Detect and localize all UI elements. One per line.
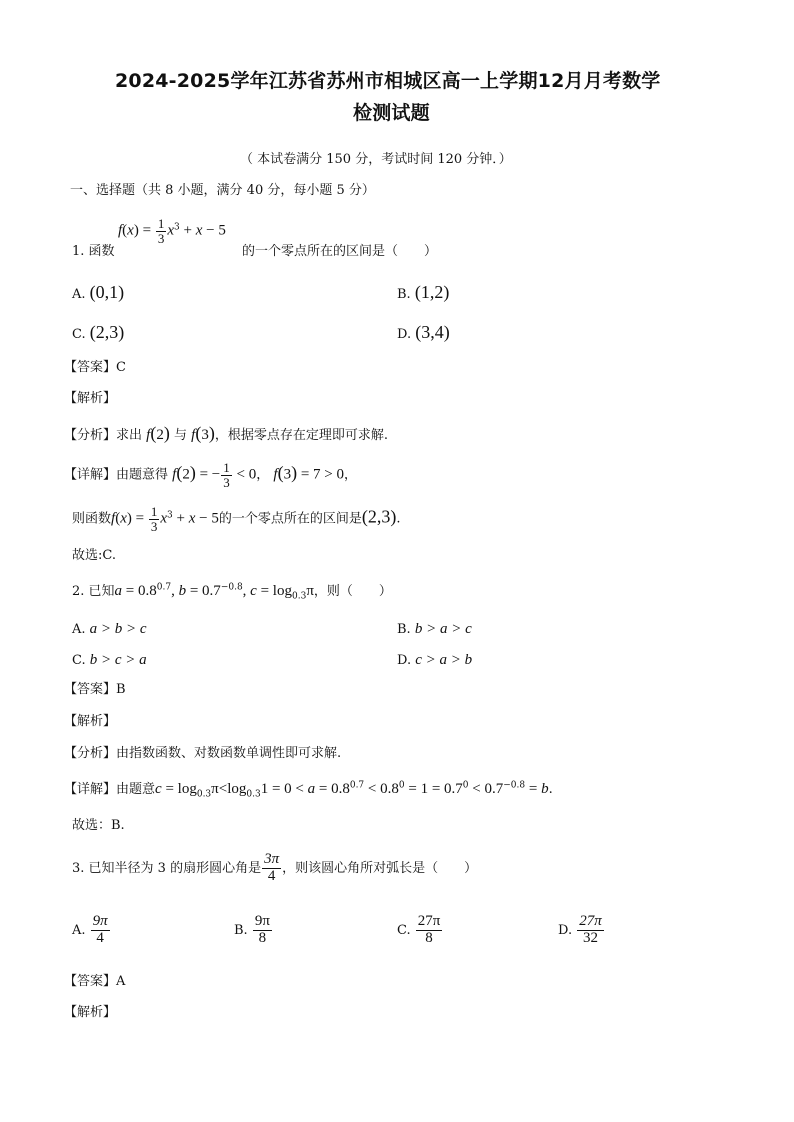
q3-stem: 3. 已知半径为 3 的扇形圆心角是 $\frac{3\pi}{4}$ ，则该圆心角所对弧长是（ ） <box>72 851 478 884</box>
q1-detail: 【详解】由题意得 f(2) = − $\frac{1}{3}$ < 0， f(3) = 7 > 0， <box>64 460 357 490</box>
q1-option-b: B. (1,2) <box>397 282 450 302</box>
section-heading: 一、选择题（共 8 小题，满分 40 分，每小题 5 分） <box>70 183 375 198</box>
q2-option-d: D. c > a > b <box>397 652 473 668</box>
exam-note: （ 本试卷满分 150 分，考试时间 120 分钟．） <box>240 152 512 167</box>
q1-fenxi: 【分析】求出 f(2) 与 f(3)，根据零点存在定理即可求解. <box>64 423 388 443</box>
q2-option-b: B. b > a > c <box>397 621 472 637</box>
q3-option-c: C. $\frac{27\pi}{8}$ <box>397 913 441 946</box>
q2-option-a: A. a > b > c <box>72 621 147 637</box>
q2-fenxi: 【分析】由指数函数、对数函数单调性即可求解. <box>64 746 342 761</box>
q1-function-formula: f(x) = $\frac{1}{3}$ $x^3 + x - 5$ <box>118 216 226 246</box>
q2-detail: 【详解】由题意$c = \log_{0.3}\pi<\log_{0.3}1 = 0 < a = 0.8^{0.7} < 0.8^0 = 1 = 0.7^0 < 0.7^{-0.8} = b$. <box>64 780 553 800</box>
page-title-line-2: 检测试题 <box>353 102 430 124</box>
page-title-line-1: 2024-2025学年江苏省苏州市相城区高一上学期12月月考数学 <box>115 70 661 92</box>
q3-option-d: D. $\frac{27\pi}{32}$ <box>558 913 602 946</box>
q1-stem: 的一个零点所在的区间是（ ） <box>242 244 438 259</box>
q1-conclusion: 故选:C. <box>72 548 116 563</box>
q1-option-c: C. (2,3) <box>72 322 125 342</box>
q3-option-b: B. $\frac{9\pi}{8}$ <box>234 913 270 946</box>
q2-answer: 【答案】B <box>64 682 126 697</box>
q1-option-a: A. (0,1) <box>72 282 125 302</box>
q1-then: 则函数f(x) = $\frac{1}{3}$ $x^3 + x - 5$的一个零点所在的区间是(2,3). <box>72 504 401 534</box>
q2-jiexi-label: 【解析】 <box>64 714 117 729</box>
q2-stem: 2. 已知$a = 0.8^{0.7}$, $b = 0.7^{-0.8}$, $c = \log_{0.3}\pi$，则（ ） <box>72 582 392 602</box>
q1-number: 1. 函数 <box>72 244 115 259</box>
q3-jiexi-label: 【解析】 <box>64 1005 117 1020</box>
q1-option-d: D. (3,4) <box>397 322 450 342</box>
q1-answer: 【答案】C <box>64 360 126 375</box>
q1-jiexi-label: 【解析】 <box>64 391 117 406</box>
q2-option-c: C. b > c > a <box>72 652 147 668</box>
q3-option-a: A. $\frac{9\pi}{4}$ <box>72 913 108 946</box>
q3-answer: 【答案】A <box>64 974 126 989</box>
q2-conclusion: 故选：B. <box>72 818 125 833</box>
